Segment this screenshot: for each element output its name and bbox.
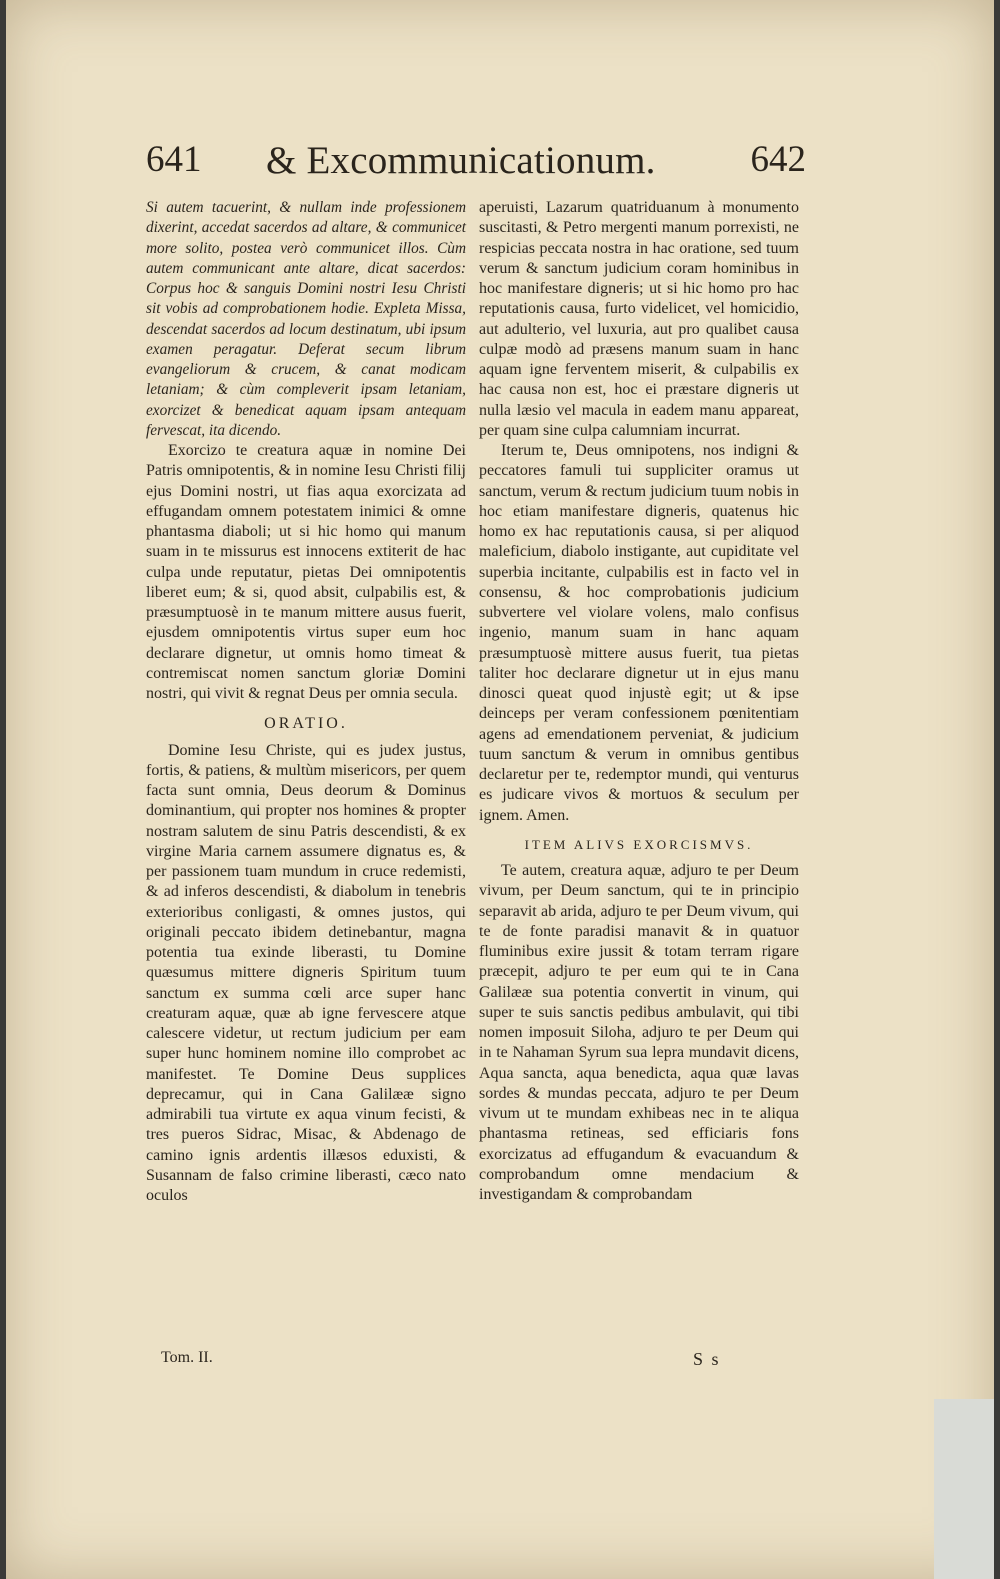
second-prayer-paragraph: Iterum te, Deus omnipotens, nos indigni & peccatores famuli tui suppliciter oramus ut sanctum, verum & rectum judicium tuum nobis in hoc etiam manifestare digneris, quatenus hic homo ex hac reputationis causa, si per aliquod maleficium, diabolo instigante, aut cupiditate vel superbia incitante, culpabilis est in facto vel in consensu, & hoc comprobationis judicium subvertere vel violare volens, malo confisus ingenio, manum suam in hanc aquam præsumptuosè mittere ausus fuerit, tua pietas taliter hoc declarare dignetur ut in ejus manu dinosci queat quod injustè egit; ut & ipse deinceps per veram confessionem pœnitentiam agens ad emendationem perveniat, & judicium tuum sanctum & verum in omnibus gentibus declaretur per te, redemptor mundi, qui venturus es judicare vivos & mortuos & seculum per ignem. Amen. bbox=[479, 442, 799, 824]
section-heading: ORATIO. bbox=[264, 715, 348, 733]
running-header bbox=[146, 138, 806, 188]
page-number-right: 642 bbox=[750, 139, 806, 180]
rubric-paragraph: Si autem tacuerint, & nullam inde professionem dixerint, accedat sacerdos ad altare, & communicet more solito, postea verò communicet illos. Cùm autem communicant ante altare, dicat sacerdos: Corpus hoc & sanguis Domini nostri Iesu Christi sit vobis ad comprobationem hodie. Expleta Missa, descendat sacerdos ad locum destinatum, ubi ipsum examen peragatur. Deferat secum librum evangeliorum & crucem, & canat modicam letaniam; & cùm compleverit ipsam letaniam, exorcizet & benedicat aquam ipsam antequam fervescat, ita dicendo. bbox=[146, 199, 466, 439]
page-number-left: 641 bbox=[146, 139, 202, 180]
adjuration-paragraph: Te autem, creatura aquæ, adjuro te per Deum vivum, per Deum sanctum, qui te in principio separavit ab arida, adjuro te per Deum vivum, qui te de fonte paradisi manavit & in quatuor fluminibus exire jussit & totam terram rigare præcepit, adjuro te per eum qui te in Cana Galilææ sua potentia convertit in vinum, qui super te suis sanctis pedibus ambulavit, qui tibi nomen imposuit Siloha, adjuro te per Deum qui in te Nahaman Syrum sua lepra mundavit dicens, Aqua sancta, aqua benedicta, aqua quæ lavas sordes & mundas peccata, adjuro te per Deum vivum ut te mundam exhibeas nec in te aliqua phantasma retineas, sed efficiaris fons exorcizatus ad effugandum & evacuandum & comprobandum omne mendacium & investigandam & comprobandam bbox=[479, 862, 799, 1203]
left-column bbox=[146, 198, 466, 1206]
prayer-continuation: aperuisti, Lazarum quatriduanum à monumento suscitasti, & Petro mergenti manum porrexisti, ne respicias peccata nostra in hac oratione, sed tuum verum & sanctum judicium coram hominibus in hoc manifestare digneris; ut si hic homo pro hac reputationis causa, furto videlicet, vel homicidio, aut adulterio, vel luxuria, aut pro qualibet causa culpæ modò ad præsens manum suam in hanc aquam igne ferventem miserit, & culpabilis ex hac causa non est, hoc ei præstare digneris ut nulla læsio vel macula in eadem manu appareat, per quam sine culpa calumniam incurrat. bbox=[479, 199, 799, 439]
running-title: & Excommunicationum. bbox=[266, 139, 656, 182]
book-page bbox=[6, 0, 994, 1579]
volume-label: Tom. II. bbox=[161, 1349, 213, 1366]
right-column bbox=[479, 198, 799, 1205]
section-heading: ITEM ALIVS EXORCISMVS. bbox=[524, 836, 754, 852]
exorcism-paragraph: Exorcizo te creatura aquæ in nomine Dei Patris omnipotentis, & in nomine Iesu Christi filij ejus Domini nostri, ut fias aqua exorcizata ad effugandam omnem potestatem inimici & omne phantasma diaboli; ut si hic homo qui manum suam in te missurus est innocens extiterit de hac culpa unde reputatur, pietas Dei omnipotentis liberet eum; & si, quod absit, culpabilis est, & præsumptuosè in te manum mittere ausus fuerit, ejusdem omnipotentis virtus super eum hoc declarare dignetur, ut omnis homo timeat & contremiscat nomen sanctum gloriæ Domini nostri, qui vivit & regnat Deus per omnia secula. bbox=[146, 442, 466, 702]
page-corner-background bbox=[934, 1399, 994, 1579]
signature-mark: S s bbox=[693, 1349, 721, 1369]
prayer-paragraph: Domine Iesu Christe, qui es judex justus, fortis, & patiens, & multùm misericors, per quem facta sunt omnia, Deus deorum & Dominus dominantium, qui propter nos homines & propter nostram salutem de sinu Patris descendisti, & ex virgine Maria carnem assumere dignatus es, & per passionem tuam mundum in cruce redemisti, & ad inferos descendisti, & diabolum in tenebris exterioribus conligasti, & omnes justos, qui originali peccato ibidem detinebantur, magna potentia tua exinde liberasti, tu Domine quæsumus mittere digneris Spiritum tuum sanctum ex summa cœli arce super hanc creaturam aquæ, quæ ab igne fervescere atque calescere videtur, ut rectum judicium per eam super hunc hominem nomine illo comprobet ac manifestet. Te Domine Deus supplices deprecamur, qui in Cana Galilææ signo admirabili tua virtute ex aqua vinum fecisti, & tres pueros Sidrac, Misac, & Abdenago de camino ignis ardentis illæsos eduxisti, & Susannam de falso crimine liberasti, cæco nato oculos bbox=[146, 741, 466, 1204]
